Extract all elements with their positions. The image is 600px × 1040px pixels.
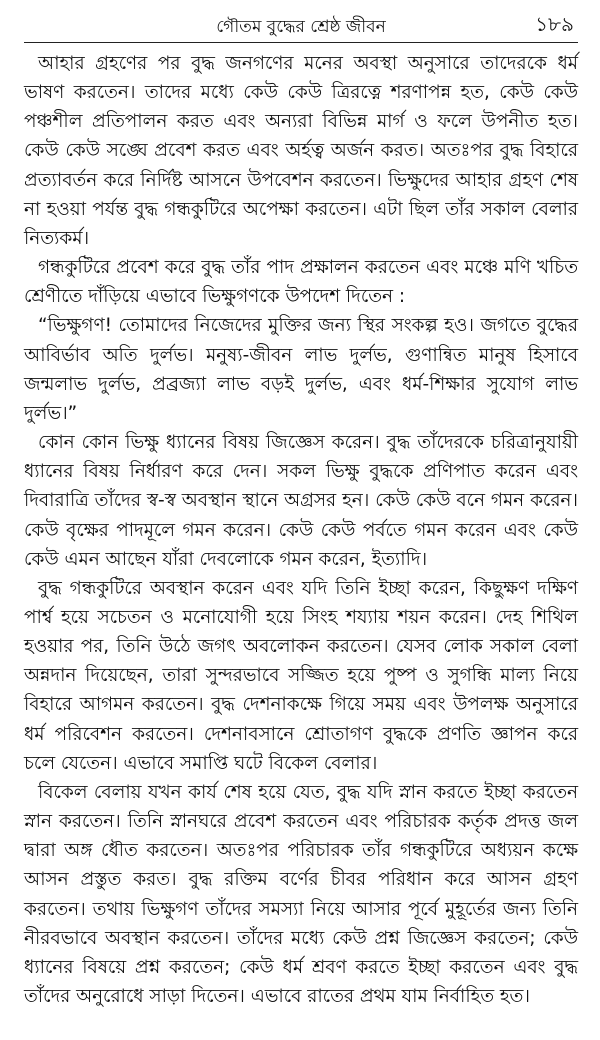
header-title: গৌতম বুদ্ধের শ্রেষ্ঠ জীবন xyxy=(216,17,386,37)
running-header xyxy=(24,10,578,36)
body-text xyxy=(24,49,578,1011)
paragraph: বিকেল বেলায় যখন কার্য শেষ হয়ে যেত, বুদ্ধ যদি স্নান করতে ইচ্ছা করতেন স্নান করতেন। তিনি স্নানঘরে প্রবেশ করতেন এবং পরিচারক কর্তৃক প্রদত্ত জল দ্বারা অঙ্গ ধৌত করতেন। অতঃপর পরিচারক তাঁর গন্ধকুটিরে অধ্যয়ন কক্ষে আসন প্রস্তুত করত। বুদ্ধ রক্তিম বর্ণের চীবর পরিধান করে আসন গ্রহণ করতেন। তথায় ভিক্ষুগণ তাঁদের সমস্যা নিয়ে আসার পূর্বে মুহূর্তের জন্য তিনি নীরবভাবে অবস্থান করতেন। তাঁদের মধ্যে কেউ প্রশ্ন জিজ্ঞেস করতেন; কেউ ধ্যানের বিষয়ে প্রশ্ন করতেন; কেউ ধর্ম শ্রবণ করতে ইচ্ছা করতেন এবং বুদ্ধ তাঁদের অনুরোধে সাড়া দিতেন। এভাবে রাতের প্রথম যাম নির্বাহিত হত। xyxy=(24,781,578,1007)
paragraph: গন্ধকুটিরে প্রবেশ করে বুদ্ধ তাঁর পাদ প্রক্ষালন করতেন এবং মঞ্চে মণি খচিত শ্রেণীতে দাঁড়িয়ে এভাবে ভিক্ষুগণকে উপদেশ দিতেন : xyxy=(24,257,578,308)
paragraph-quote: “ভিক্ষুগণ! তোমাদের নিজেদের মুক্তির জন্য স্থির সংকল্প হও। জগতে বুদ্ধের আবির্ভাব অতি দুর্লভ। মনুষ্য-জীবন লাভ দুর্লভ, গুণান্বিত মানুষ হিসাবে জন্মলাভ দুর্লভ, প্রব্রজ্যা লাভ বড়ই দুর্লভ, এবং ধর্ম-শিক্ষার সুযোগ লাভ দুর্লভ।” xyxy=(24,315,578,424)
header-rule xyxy=(24,42,578,43)
page-number: ১৮৯ xyxy=(535,12,574,36)
paragraph: আহার গ্রহণের পর বুদ্ধ জনগণের মনের অবস্থা অনুসারে তাদেরকে ধর্ম ভাষণ করতেন। তাদের মধ্যে কেউ কেউ ত্রিরত্নে শরণাপন্ন হত, কেউ কেউ পঞ্চশীল প্রতিপালন করত এবং অন্যরা বিভিন্ন মার্গ ও ফলে উপনীত হত। কেউ কেউ সঙ্ঘে প্রবেশ করত এবং অর্হত্ব অর্জন করত। অতঃপর বুদ্ধ বিহারে প্রত্যাবর্তন করে নির্দিষ্ট আসনে উপবেশন করতেন। ভিক্ষুদের আহার গ্রহণ শেষ না হওয়া পর্যন্ত বুদ্ধ গন্ধকুটিরে অপেক্ষা করতেন। এটা ছিল তাঁর সকাল বেলার নিত্যকর্ম। xyxy=(24,53,578,249)
paragraph: বুদ্ধ গন্ধকুটিরে অবস্থান করেন এবং যদি তিনি ইচ্ছা করেন, কিছুক্ষণ দক্ষিণ পার্শ্ব হয়ে সচেতন ও মনোযোগী হয়ে সিংহ শয্যায় শয়ন করেন। দেহ শিথিল হওয়ার পর, তিনি উঠে জগৎ অবলোকন করতেন। যেসব লোক সকাল বেলা অন্নদান দিয়েছেন, তারা সুন্দরভাবে সজ্জিত হয়ে পুষ্প ও সুগন্ধি মাল্য নিয়ে বিহারে আগমন করতেন। বুদ্ধ দেশনাকক্ষে গিয়ে সময় এবং উপলক্ষ অনুসারে ধর্ম পরিবেশন করতেন। দেশনাবসানে শ্রোতাগণ বুদ্ধকে প্রণতি জ্ঞাপন করে চলে যেতেন। এভাবে সমাপ্তি ঘটে বিকেল বেলার। xyxy=(24,577,578,774)
paragraph: কোন কোন ভিক্ষু ধ্যানের বিষয় জিজ্ঞেস করেন। বুদ্ধ তাঁদেরকে চরিত্রানুযায়ী ধ্যানের বিষয় নির্ধারণ করে দেন। সকল ভিক্ষু বুদ্ধকে প্রণিপাত করেন এবং দিবারাত্রি তাঁদের স্ব-স্ব অবস্থান স্থানে অগ্রসর হন। কেউ কেউ বনে গমন করেন। কেউ বৃক্ষের পাদমূলে গমন করেন। কেউ কেউ পর্বতে গমন করেন এবং কেউ কেউ এমন আছেন যাঁরা দেবলোকে গমন করেন, ইত্যাদি। xyxy=(24,432,578,570)
